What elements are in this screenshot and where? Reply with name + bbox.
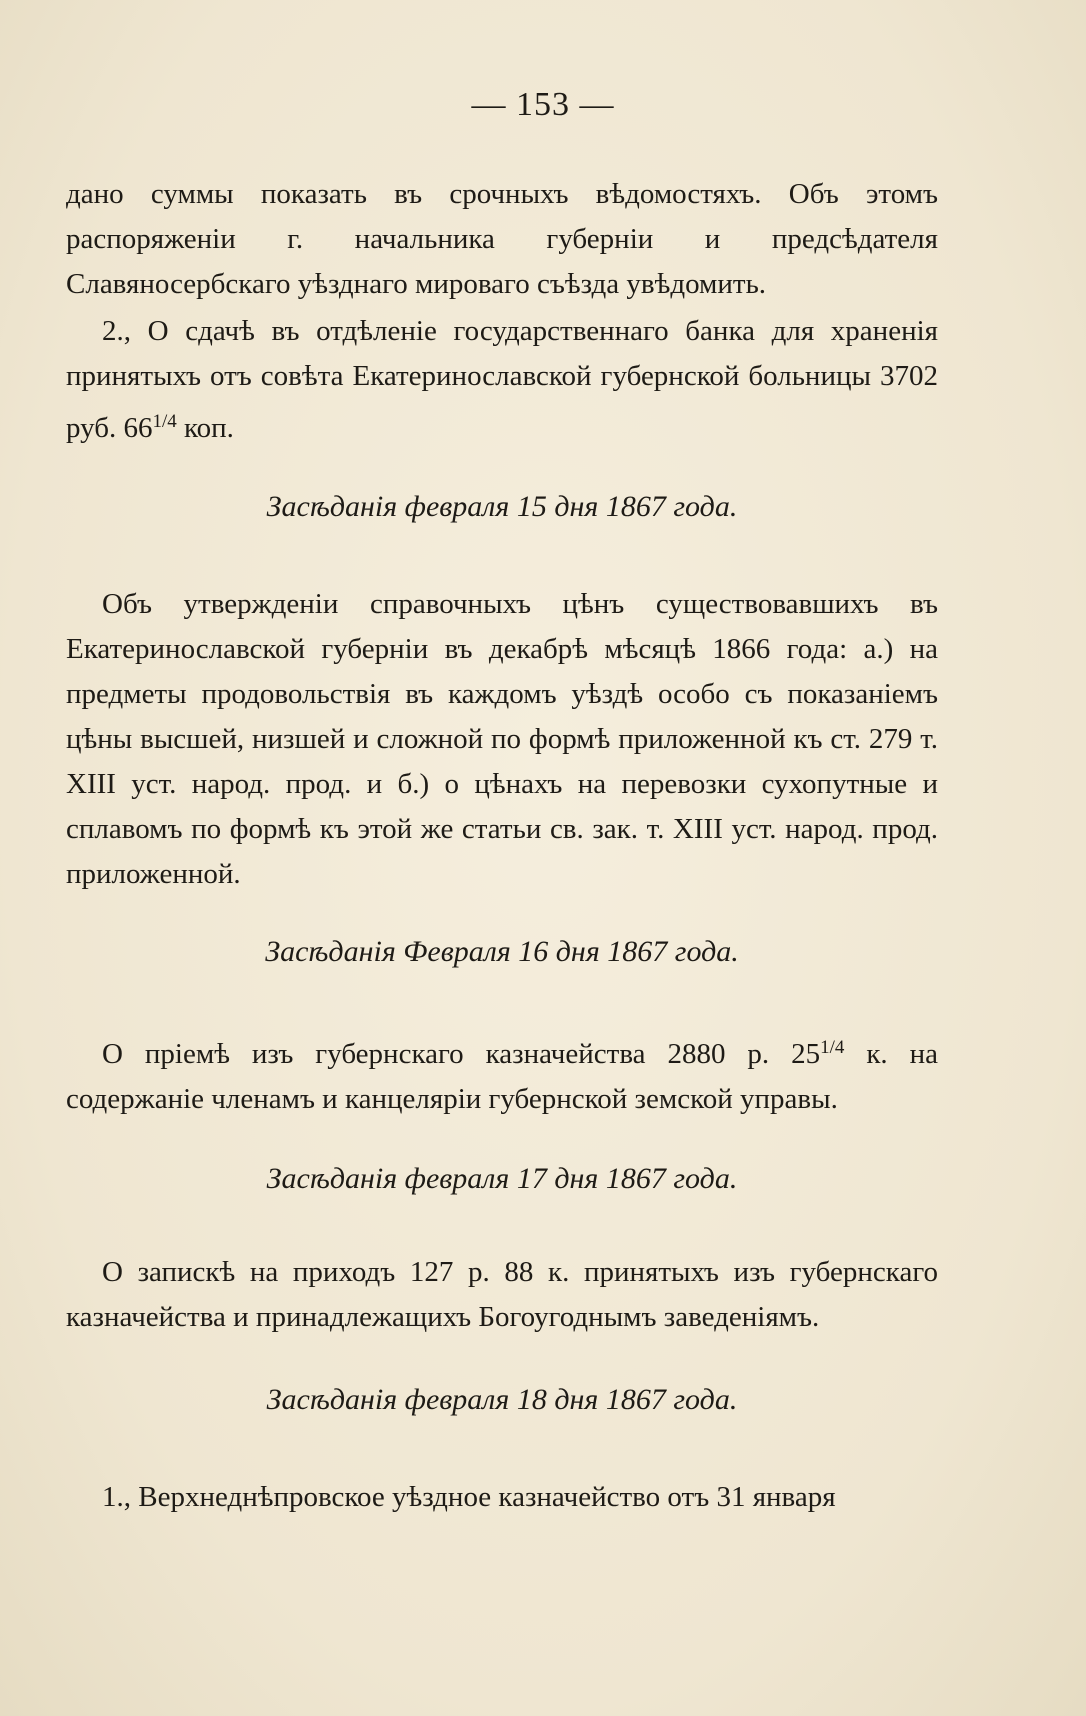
section-body-3 xyxy=(66,1250,938,1340)
section-heading-2 xyxy=(66,935,938,969)
heading-feb-15: Засѣданія февраля 15 дня 1867 года. xyxy=(266,490,738,523)
heading-feb-18: Засѣданія февраля 18 дня 1867 года. xyxy=(266,1383,738,1416)
paragraph-continuation xyxy=(66,172,938,307)
paragraph-2-text: 2., О сдачѣ въ отдѣленіе государственнаго банка для храненія принятыхъ отъ совѣта Екатеринославской губернской больницы 3702 руб. 66 xyxy=(66,315,938,444)
paragraph-4-text: О пріемѣ изъ губернскаго казначейства 2880 р. 25 xyxy=(102,1038,821,1070)
section-heading-4 xyxy=(66,1383,938,1417)
section-heading-3 xyxy=(66,1162,938,1196)
paragraph-1: дано суммы показать въ срочныхъ вѣдомостяхъ. Объ этомъ распоряженіи г. начальника губерніи и предсѣдателя Славяносербскаго уѣзднаго мироваго съѣзда увѣдомить. xyxy=(66,178,938,300)
section-heading-1 xyxy=(66,490,938,524)
paragraph-4-end: к. на содержаніе членамъ и канцеляріи губернской земской управы. xyxy=(66,1038,938,1115)
heading-feb-17: Засѣданія февраля 17 дня 1867 года. xyxy=(266,1162,738,1195)
section-body-2 xyxy=(66,1025,938,1122)
paragraph-6: 1., Верхнеднѣпровское уѣздное казначейство отъ 31 января xyxy=(102,1481,836,1513)
paragraph-2-end: коп. xyxy=(176,412,234,444)
paragraph-5: О запискѣ на приходъ 127 р. 88 к. принятыхъ изъ губернскаго казначейства и принадлежащихъ Богоугоднымъ заведеніямъ. xyxy=(66,1256,938,1333)
fraction-quarter: 1/4 xyxy=(820,1037,845,1058)
section-body-4 xyxy=(66,1475,938,1520)
heading-feb-16: Засѣданія Февраля 16 дня 1867 года. xyxy=(265,935,739,968)
section-body-1 xyxy=(66,582,938,897)
paragraph-3: Объ утвержденіи справочныхъ цѣнъ существовавшихъ въ Екатеринославской губерніи въ декабрѣ мѣсяцѣ 1866 года: а.) на предметы продовольствія въ каждомъ уѣздѣ особо съ показаніемъ цѣны высшей, низшей и сложной по формѣ приложенной къ ст. 279 т. XIII уст. народ. прод. и б.) о цѣнахъ на перевозки сухопутные и сплавомъ по формѣ къ этой же статьи св. зак. т. XIII уст. народ. прод. приложенной. xyxy=(66,588,938,890)
paragraph-item-2 xyxy=(66,309,938,451)
page-number: — 153 — xyxy=(471,86,615,123)
paragraph-2 xyxy=(66,309,938,451)
paragraph-4 xyxy=(66,1025,938,1122)
fraction-quarter: 1/4 xyxy=(152,411,177,432)
